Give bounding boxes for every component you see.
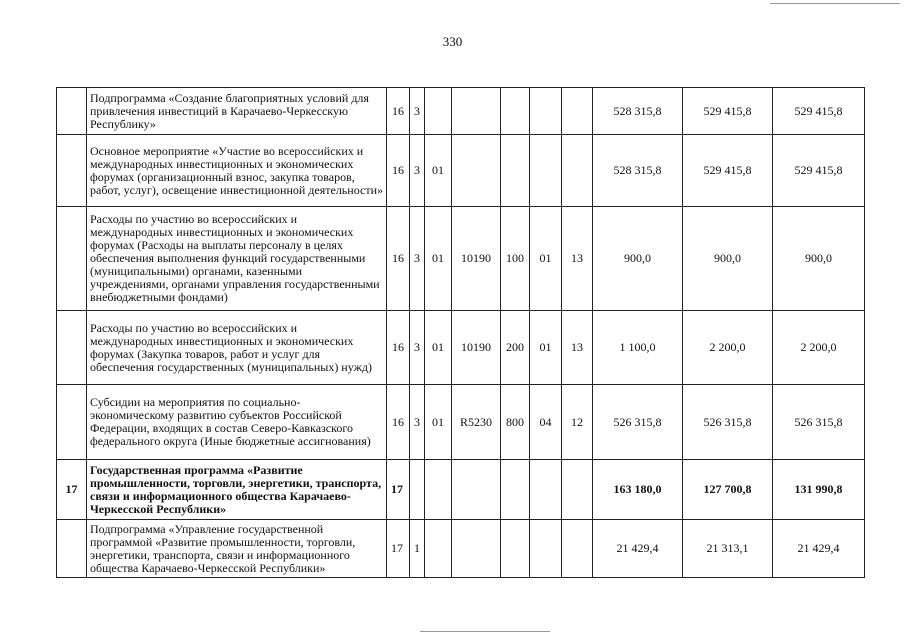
code-cell: 01 (425, 207, 452, 311)
code-cell: 10190 (452, 311, 501, 385)
code-cell (562, 460, 593, 520)
code-cell: 01 (530, 207, 562, 311)
code-cell: 3 (410, 311, 425, 385)
table-row (57, 135, 865, 207)
row-name: Расходы по участию во всероссийских и международных инвестиционных и экономических форумах (Расходы на выплаты персоналу в целях обеспечения выполнения функций государственными (муниципальными) органами, казенными учреждениями, органами управления государственными внебюджетными фондами) (87, 207, 387, 311)
table-row (57, 460, 865, 520)
code-cell: 01 (425, 311, 452, 385)
code-cell (452, 460, 501, 520)
code-cell: 100 (501, 207, 530, 311)
amount-cell: 526 315,8 (683, 385, 773, 460)
amount-cell: 529 415,8 (683, 88, 773, 135)
code-cell (452, 520, 501, 578)
code-cell: 3 (410, 135, 425, 207)
amount-cell: 21 429,4 (773, 520, 865, 578)
code-cell: 16 (387, 311, 410, 385)
code-cell (452, 135, 501, 207)
table-row (57, 88, 865, 135)
row-number (57, 88, 87, 135)
row-name: Основное мероприятие «Участие во всероссийских и международных инвестиционных и экономических форумах (организационный взнос, закупка товаров, работ, услуг), освещение инвестиционной деятельности» (87, 135, 387, 207)
code-cell: 1 (410, 520, 425, 578)
row-number: 17 (57, 460, 87, 520)
row-number (57, 207, 87, 311)
code-cell: 01 (530, 311, 562, 385)
code-cell: 17 (387, 460, 410, 520)
table-row (57, 311, 865, 385)
amount-cell: 21 313,1 (683, 520, 773, 578)
amount-cell: 1 100,0 (593, 311, 683, 385)
code-cell: 3 (410, 88, 425, 135)
code-cell: 13 (562, 311, 593, 385)
code-cell (562, 88, 593, 135)
code-cell: 3 (410, 207, 425, 311)
code-cell (530, 135, 562, 207)
code-cell (530, 460, 562, 520)
code-cell: R5230 (452, 385, 501, 460)
code-cell (530, 520, 562, 578)
scan-edge-top (770, 3, 900, 4)
code-cell: 16 (387, 88, 410, 135)
amount-cell: 528 315,8 (593, 135, 683, 207)
amount-cell: 900,0 (683, 207, 773, 311)
amount-cell: 163 180,0 (593, 460, 683, 520)
row-name: Расходы по участию во всероссийских и международных инвестиционных и экономических форумах (Закупка товаров, работ и услуг для обеспечения государственных (муниципальных) нужд) (87, 311, 387, 385)
code-cell (425, 460, 452, 520)
code-cell: 13 (562, 207, 593, 311)
amount-cell: 526 315,8 (773, 385, 865, 460)
code-cell (501, 88, 530, 135)
amount-cell: 900,0 (593, 207, 683, 311)
code-cell: 16 (387, 385, 410, 460)
code-cell: 01 (425, 135, 452, 207)
code-cell (410, 460, 425, 520)
code-cell (501, 135, 530, 207)
amount-cell: 526 315,8 (593, 385, 683, 460)
amount-cell: 2 200,0 (683, 311, 773, 385)
code-cell: 800 (501, 385, 530, 460)
code-cell: 200 (501, 311, 530, 385)
code-cell: 3 (410, 385, 425, 460)
code-cell (452, 88, 501, 135)
amount-cell: 529 415,8 (773, 135, 865, 207)
table-row (57, 520, 865, 578)
row-number (57, 311, 87, 385)
amount-cell: 131 990,8 (773, 460, 865, 520)
code-cell: 04 (530, 385, 562, 460)
amount-cell: 127 700,8 (683, 460, 773, 520)
code-cell: 16 (387, 135, 410, 207)
code-cell: 10190 (452, 207, 501, 311)
code-cell (501, 520, 530, 578)
row-name: Подпрограмма «Создание благоприятных условий для привлечения инвестиций в Карачаево-Черкесскую Республику» (87, 88, 387, 135)
code-cell: 12 (562, 385, 593, 460)
row-number (57, 135, 87, 207)
amount-cell: 529 415,8 (683, 135, 773, 207)
code-cell: 01 (425, 385, 452, 460)
amount-cell: 21 429,4 (593, 520, 683, 578)
budget-table (56, 87, 865, 578)
table-row (57, 385, 865, 460)
page-number: 330 (442, 34, 463, 49)
row-name: Субсидии на мероприятия по социально-экономическому развитию субъектов Российской Федерации, входящих в состав Северо-Кавказского федерального округа (Иные бюджетные ассигнования) (87, 385, 387, 460)
code-cell: 16 (387, 207, 410, 311)
code-cell (425, 88, 452, 135)
amount-cell: 2 200,0 (773, 311, 865, 385)
amount-cell: 900,0 (773, 207, 865, 311)
row-name: Подпрограмма «Управление государственной программой «Развитие промышленности, торговли, энергетики, транспорта, связи и информационного общества Карачаево-Черкесской Республики» (87, 520, 387, 578)
code-cell (562, 135, 593, 207)
row-number (57, 385, 87, 460)
code-cell (501, 460, 530, 520)
amount-cell: 529 415,8 (773, 88, 865, 135)
code-cell (530, 88, 562, 135)
row-number (57, 520, 87, 578)
scan-edge-bottom (420, 631, 550, 632)
amount-cell: 528 315,8 (593, 88, 683, 135)
code-cell (425, 520, 452, 578)
code-cell: 17 (387, 520, 410, 578)
code-cell (562, 520, 593, 578)
row-name: Государственная программа «Развитие промышленности, торговли, энергетики, транспорта, связи и информационного общества Карачаево-Черкесской Республики» (87, 460, 387, 520)
table-row (57, 207, 865, 311)
